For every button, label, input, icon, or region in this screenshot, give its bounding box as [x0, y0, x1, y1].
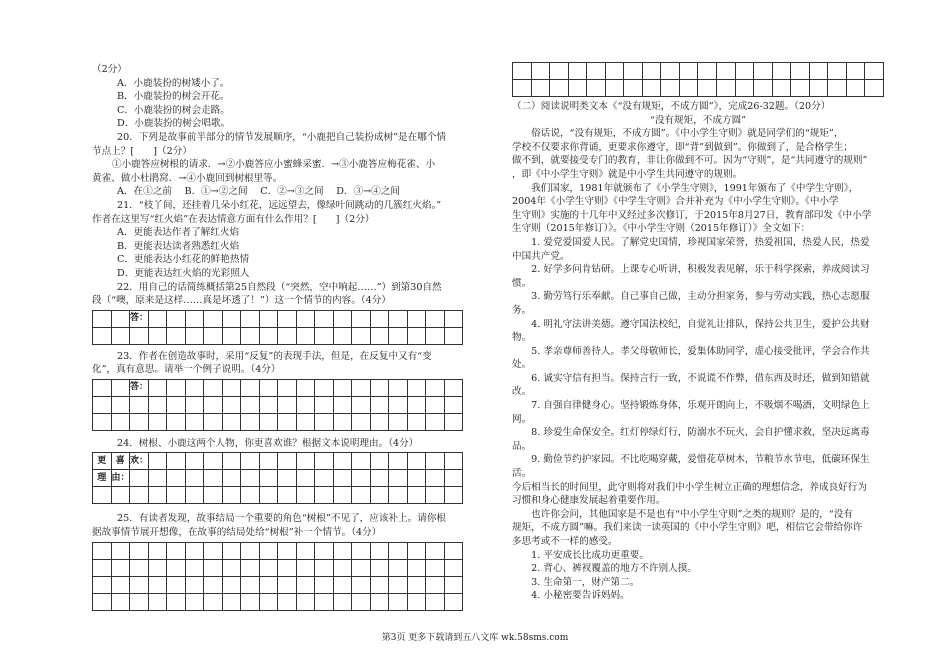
article-line: 惯。: [512, 277, 532, 289]
q21-option-d: D．更能表达红火焰的光彩照人: [117, 267, 250, 279]
article-line: 习惯和身心健康发展起着重要作用。: [512, 495, 666, 507]
article-line: 务。: [512, 304, 532, 316]
page-footer: 第3页 更多下载请到五八文库 wk.58sms.com: [381, 633, 569, 643]
article-line: 学校不仅要求你背诵，更要求你遵守，即“背”到做到”。你做到了，是合格学生；: [512, 141, 853, 153]
q24-answer-grid[interactable]: [92, 452, 463, 504]
article-line: 也许你会问，其他国家是不是也有“中小学生守则”之类的规则？是的，“没有: [512, 508, 853, 520]
q25-text: 25．有读者发现，故事结局一个重要的角色“树根”不见了，应该补上。请你根: [117, 513, 447, 525]
prefer-char-2: 喜: [111, 453, 130, 470]
q22-text: 22．用自己的话简练概括第25自然段（“突然，空中响起……”）到第30自然: [117, 281, 442, 293]
q22-answer-grid[interactable]: [92, 310, 463, 345]
q20-sequence: ①小鹿答应树根的请求．→②小鹿答应小蜜蜂采蜜．→③小鹿答应梅花雀、小: [112, 159, 436, 171]
article-line: 1. 平安成长比成功更重要。: [512, 549, 649, 561]
q25-text-cont: 据故事情节展开想像，在故事的结局处给“树根”补一个情节。（4分）: [92, 527, 382, 539]
q21-option-c: C．更能表达小红花的鲜艳热情: [117, 254, 250, 266]
article-line: 1. 爱党爱国爱人民。了解党史国情，珍视国家荣誉，热爱祖国，热爱人民，热爱: [512, 236, 870, 248]
answer-label: 答：: [130, 379, 149, 396]
q21-option-b: B．更能表达读者熟悉红火焰: [117, 240, 240, 252]
q20-text-cont: 节点上？[ ]（2分）: [92, 145, 192, 157]
article-line: 2. 背心、裤衩覆盖的地方不许别人摸。: [512, 563, 697, 575]
q22-text-cont: 段（“噢，原来是这样……真是坏透了！”）这一个情节的内容。（4分）: [92, 295, 391, 307]
reason-char-1: 理: [93, 470, 112, 487]
prefer-char-3: 欢：: [130, 453, 149, 470]
article-line: 规矩，不成方圆”嘛。我们来读一读英国的《中小学生守则》吧，相信它会带给你许: [512, 522, 863, 534]
answer-label: 答：: [130, 310, 149, 327]
article-line: 生守则（2015年修订）》。《中小学生守则（2015年修订）》全文如下：: [512, 223, 811, 235]
article-line: 改。: [512, 386, 532, 398]
article-title: “没有规矩，不成方圆”: [649, 114, 747, 126]
q19-option-b: B．小鹿装扮的树会开花。: [117, 91, 230, 103]
reason-char-2: 由：: [111, 470, 130, 487]
q19-option-d: D．小鹿装扮的树会唱歌。: [117, 118, 231, 130]
q23-answer-grid[interactable]: [92, 379, 463, 431]
left-column: [92, 0, 464, 611]
top-answer-grid[interactable]: [512, 62, 884, 97]
article-line: 4. 明礼守法讲美德。遵守国法校纪，自觉礼让排队，保持公共卫生，爱护公共财: [512, 318, 870, 330]
article-line: 做不到，就要接受专门的教育，非让你做到不可。因为“守则”，是“共同遵守的规则”: [512, 155, 868, 167]
article-line: 物。: [512, 332, 532, 344]
article-line: 处。: [512, 359, 532, 371]
q21-text: 21．“枝丫间，还挂着几朵小红花，远远望去，像绿叶间跳动的几簇红火焰。”: [117, 199, 442, 211]
article-line: 中国共产党。: [512, 250, 570, 262]
q19-option-a: A．小鹿装扮的树矮小了。: [117, 77, 230, 89]
article-line: 我们国家，1981年就颁布了《小学生守则》，1991年颁布了《中学生守则》，: [512, 182, 859, 194]
q20-text: 20．下列是故事前半部分的情节发展顺序，“小鹿把自己装扮成树”是在哪个情: [117, 131, 447, 143]
article-line: 6. 诚实守信有担当。保持言行一致，不说谎不作弊，借东西及时还，做到知错就: [512, 372, 870, 384]
article-line: 4. 小秘密要告诉妈妈。: [512, 590, 630, 602]
article-line: 5. 孝亲尊师善待人。孝父母敬师长，爱集体助同学，虚心接受批评，学会合作共: [512, 345, 870, 357]
q19-score: （2分）: [92, 64, 127, 75]
right-column: [512, 0, 884, 603]
article-line: 生守则》实施的十几年中又经过多次修订，于2015年8月27日，教育部印发《中小学: [512, 209, 872, 221]
article-line: 2004年《小学生守则》《中学生守则》合并补充为《中小学生守则》。《中小学: [512, 196, 839, 208]
article-line: 8. 珍爱生命保安全。红灯停绿灯行，防溺水不玩火，会自护懂求救，坚决远离毒: [512, 427, 870, 439]
article-line: 7. 自强自律健身心。坚持锻炼身体，乐观开朗向上，不吸烟不喝酒，文明绿色上: [512, 400, 870, 412]
q23-text-cont: 化”，真有意思。请举一个例子说明。（4分）: [92, 364, 281, 376]
article-line: 3. 勤劳笃行乐奉献。自己事自己做，主动分担家务，参与劳动实践，热心志愿服: [512, 291, 870, 303]
article-line: 品。: [512, 440, 532, 452]
article-line: 活。: [512, 468, 532, 480]
q23-text: 23．作者在创造故事时，采用“反复”的表现手法，但是，在反复中又有“变: [117, 350, 432, 362]
q25-answer-grid[interactable]: [92, 542, 463, 611]
q20-sequence-cont: 黄雀、做小杜鹃窝．→④小鹿回到树根里等。: [92, 172, 283, 184]
q21-option-a: A．更能表达作者了解红火焰: [117, 227, 240, 239]
article-line: 3. 生命第一，财产第二。: [512, 576, 640, 588]
article-line: 今后相当长的时间里，此守则将对我们中小学生树立正确的理想信念，养成良好行为: [512, 481, 867, 493]
q21-text-cont: 作者在这里写“红火焰”在表达情意方面有什么作用？[ ]（2分）: [92, 213, 375, 225]
article-line: 2. 好学多问肯钻研。上课专心听讲，积极发表见解，乐于科学探索，养成阅读习: [512, 264, 870, 276]
article-line: 9. 勤俭节约护家园。不比吃喝穿戴，爱惜花草树木，节粮节水节电，低碳环保生: [512, 454, 870, 466]
prefer-char-1: 更: [93, 453, 112, 470]
article-line: ，即《中小学生守则》就是中小学生共同遵守的规则。: [512, 168, 743, 180]
q24-text: 24．树根、小鹿这两个人物，你更喜欢谁？根据文本说明理由。（4分）: [117, 437, 419, 449]
article-line: 网。: [512, 413, 532, 425]
article-line: 俗话说，“没有规矩，不成方圆”。《中小学生守则》就是同学们的“规矩”，: [512, 128, 844, 140]
q20-options: A．在①之前 B．①→②之间 C．②→③之间 D．③→④之间: [117, 186, 400, 198]
section-heading: （二）阅读说明类文本《“没有规矩，不成方圆”》，完成26-32题。（20分）: [512, 101, 831, 112]
article-line: 多思考或不一样的感受。: [512, 536, 618, 547]
article-body: [512, 127, 884, 603]
q19-option-c: C．小鹿装扮的树会走路。: [117, 104, 230, 116]
